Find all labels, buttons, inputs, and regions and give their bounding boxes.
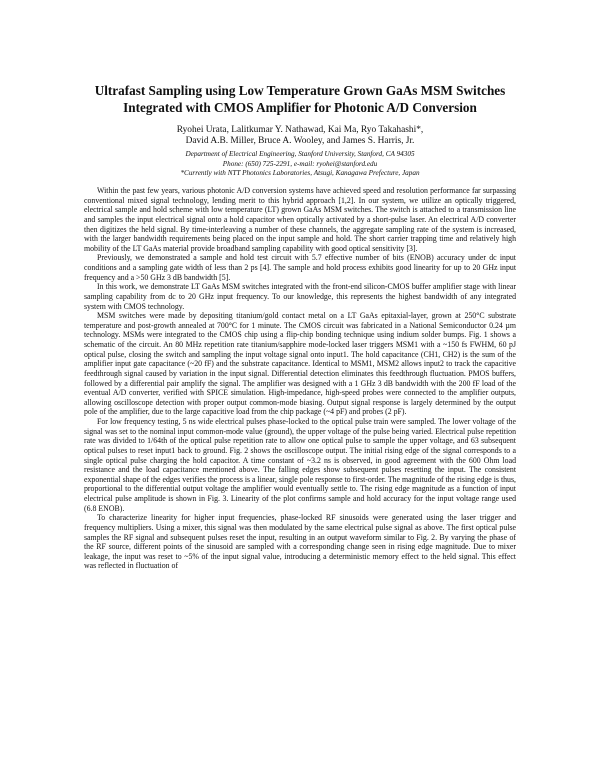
- body-paragraph: Previously, we demonstrated a sample and hold test circuit with 5.7 effective number of bits (ENOB) accuracy under dc input conditions and a sampling gate width of less than 2 ps [4]. The sample and hold process exhibits good linearity for up to 20 GHz input frequency and a >50 GHz 3 dB bandwidth [5].: [84, 253, 516, 282]
- title-line-2: Integrated with CMOS Amplifier for Photonic A/D Conversion: [123, 100, 477, 115]
- body-paragraph: For low frequency testing, 5 ns wide electrical pulses phase-locked to the optical pulse train were sampled. The lower voltage of the signal was set to the nominal input common-mode value (ground), the upper voltage of the pulse being varied. Electrical pulse repetition rate was divided to 1/64th of the optical pulse repetition rate to allow one optical pulse to sample the upper voltage, and 63 subsequent optical pulses to reset input1 back to ground. Fig. 2 shows the oscilloscope output. The initial rising edge of the signal corresponds to a single optical pulse charging the hold capacitor. A time constant of ~3.2 ns is observed, in good agreement with the 600 Ohm load resistance and the load capacitance mentioned above. The falling edges show subsequent pulses resetting the input. The consistent exponential shape of the edges verifies the process is a linear, single pole response to first-order. The magnitude of the rising edge is thus, proportional to the differential output voltage the amplifier would eventually settle to. The rising edge magnitude as a function of input electrical pulse amplitude is shown in Fig. 3. Linearity of the plot confirms sample and hold accuracy for the input voltage range used (6.8 ENOB).: [84, 417, 516, 513]
- paper-body: [84, 186, 516, 571]
- title-line-1: Ultrafast Sampling using Low Temperature Grown GaAs MSM Switches: [94, 83, 506, 98]
- body-paragraph: In this work, we demonstrate LT GaAs MSM switches integrated with the front-end silicon-CMOS buffer amplifier stage with linear sampling capability from dc to 20 GHz input frequency. To our knowledge, this represents the highest bandwidth of any integrated system with CMOS technology.: [84, 282, 516, 311]
- authors-line-2: David A.B. Miller, Bruce A. Wooley, and James S. Harris, Jr.: [185, 136, 415, 147]
- body-paragraph: Within the past few years, various photonic A/D conversion systems have achieved speed and resolution performance far surpassing conventional mixed signal technology, lending merit to this hybrid approach [1,2]. In our system, we utilize an optically triggered, electrical sample and hold scheme with low temperature (LT) grown GaAs MSM switches. The switch is attached to a transmission line and samples the input electrical signal onto a hold capacitor when optically activated by a short-pulse laser. An electrical A/D converter then digitizes the held signal. By time-interleaving a number of these channels, the aggregate sampling rate of the system is increased, with the larger bandwidth requirements being placed on the input sample and hold. The short carrier trapping time and relatively high mobility of the LT GaAs material provide broadband sampling capability with good optical sensitivity [3].: [84, 186, 516, 253]
- affiliation-line-3: *Currently with NTT Photonics Laboratories, Atsugi, Kanagawa Prefecture, Japan: [180, 169, 420, 178]
- affiliation-line-1: Department of Electrical Engineering, Stanford University, Stanford, CA 94305: [185, 150, 415, 158]
- affiliation-block: [60, 150, 540, 179]
- author-list: [60, 125, 540, 148]
- body-paragraph: MSM switches were made by depositing titanium/gold contact metal on a LT GaAs epitaxial-layer, grown at 250°C substrate temperature and post-growth annealed at 700°C for 1 minute. The CMOS circuit was fabricated in a National Semiconductor 0.24 µm technology. MSMs were integrated to the CMOS chip using a flip-chip bonding technique using indium solder bumps. Fig. 1 shows a schematic of the circuit. An 80 MHz repetition rate titanium/sapphire mode-locked laser triggers MSM1 with a ~150 fs FWHM, 60 pJ optical pulse, closing the switch and sampling the input voltage signal onto input1. The hold capacitance (CH1, CH2) is the sum of the amplifier input gate capacitance (~20 fF) and the substrate capacitance. Identical to MSM1, MSM2 allows input2 to track the capacitive feedthrough signal caused by variation in the input signal. Differential detection eliminates this feedthrough fluctuation. PMOS buffers, followed by a differential pair amplify the signal. The amplifier was designed with a 1 GHz 3 dB bandwidth with the 200 fF load of the eventual A/D converter, verified with SPICE simulation. High-impedance, high-speed probes were connected to the amplifier outputs, allowing oscilloscope detection with proper output common-mode biasing. Output signal response is largely determined by the output pole of the amplifier, due to the large capacitive load from the chip package (~4 pF) and probes (2 pF).: [84, 311, 516, 417]
- paper-title: [60, 82, 540, 116]
- authors-line-1: Ryohei Urata, Lalitkumar Y. Nathawad, Kai Ma, Ryo Takahashi*,: [176, 125, 424, 135]
- affiliation-line-2: Phone: (650) 725-2291, e-mail: ryohei@stanford.edu: [222, 159, 378, 168]
- body-paragraph: To characterize linearity for higher input frequencies, phase-locked RF sinusoids were generated using the laser trigger and frequency multipliers. Using a mixer, this signal was then modulated by the same electrical pulse signal as above. The first optical pulse samples the RF signal and subsequent pulses reset the input, resulting in an output waveform similar to Fig. 2. By varying the phase of the RF source, different points of the sinusoid are sampled with a corresponding change seen in rising edge magnitude. Due to mixer leakage, the input was reset to ~5% of the input signal value, introducing a deterministic memory effect to the held signal. This effect was reflected in fluctuation of: [84, 513, 516, 571]
